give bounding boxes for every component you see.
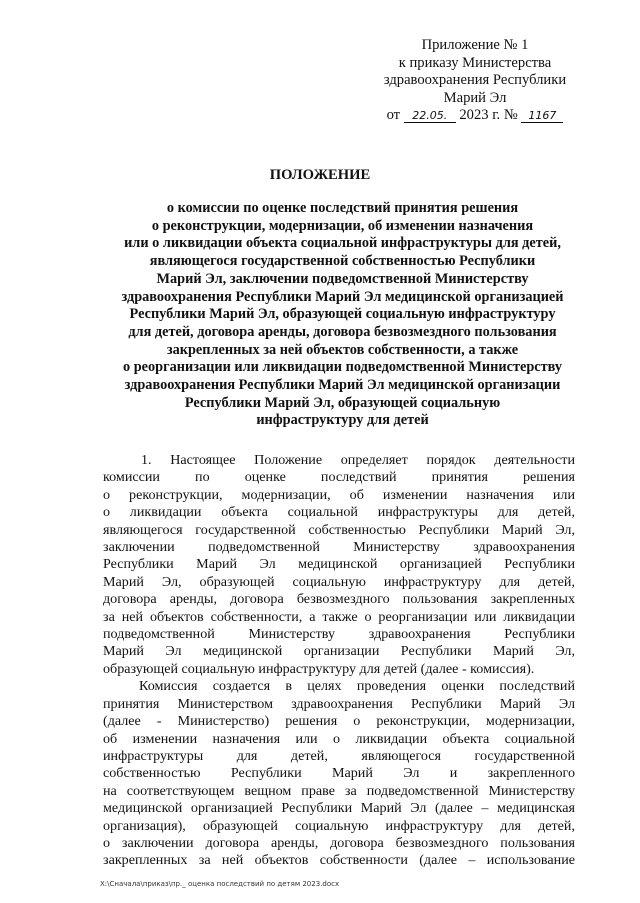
subtitle-line: являющегося государственной собственностью Республики: [149, 253, 536, 270]
paragraph-1-line: о ликвидации объекта социальной инфраструктуры для детей,: [103, 504, 575, 521]
paragraph-1-line: о реконструкции, модернизации, об изменении назначения или: [103, 486, 575, 503]
subtitle-line: о комиссии по оценке последствий принятия решения: [166, 200, 519, 216]
subtitle-line: или о ликвидации объекта социальной инфраструктуры для детей,: [124, 235, 561, 252]
paragraph-2-line: на соответствующем вещном праве за подведомственной Министерству: [103, 782, 575, 799]
subtitle-line: о реорганизации или ликвидации подведомственной Министерству: [122, 359, 563, 376]
paragraph-1-line: за ней объектов собственности, а также о реорганизации или ликвидации: [103, 608, 575, 625]
appendix-line-1: Приложение № 1: [421, 37, 529, 53]
body-text: [103, 452, 575, 870]
paragraph-2-line: о заключении договора аренды, договора безвозмездного пользования: [103, 834, 575, 851]
handwritten-date: 22.05.: [404, 110, 456, 123]
paragraph-2-line: медицинской организацией Республики Марий Эл (далее – медицинская: [103, 800, 575, 817]
paragraph-1-line: Республики Марий Эл медицинской организацией Республики: [103, 556, 575, 573]
paragraph-1-line: договора аренды, договора безвозмездного пользования закрепленных: [103, 591, 575, 608]
paragraph-2-line: инфраструктуры для детей, являющегося государственной: [103, 747, 575, 764]
from-label: от: [386, 107, 401, 123]
order-date-line: [360, 107, 590, 125]
document-title: ПОЛОЖЕНИЕ: [269, 167, 371, 183]
subtitle-line: закрепленных за ней объектов собственности, а также: [166, 341, 519, 358]
paragraph-1-line: образующей социальную инфраструктуру для детей (далее - комиссия).: [103, 660, 535, 677]
subtitle-line: о реконструкции, модернизации, об изменении назначения: [151, 217, 534, 234]
paragraph-2-line: принятия Министерством здравоохранения Республики Марий Эл: [103, 695, 575, 712]
subtitle-line: Республики Марий Эл, образующей социальную инфраструктуру: [129, 306, 556, 323]
paragraph-2-line: организация), образующей социальную инфраструктуру для детей,: [103, 817, 575, 834]
file-path-footer: X:\Сначала\приказ\пр._ оценка последствий по детям 2023.docx: [100, 880, 340, 888]
document-subtitle: [100, 200, 585, 430]
appendix-line-3: здравоохранения Республики: [383, 72, 567, 88]
paragraph-2-line: закрепленных за ней объектов собственности (далее – использование: [103, 852, 575, 869]
paragraph-2-line: собственностью Республики Марий Эл и закрепленного: [103, 765, 575, 782]
handwritten-number: 1167: [521, 110, 563, 123]
subtitle-line: инфраструктуру для детей: [256, 412, 429, 429]
paragraph-2-line: Комиссия создается в целях проведения оценки последствий: [139, 678, 575, 695]
subtitle-line: здравоохранения Республики Марий Эл медицинской организации: [124, 377, 561, 394]
paragraph-1-line: 1. Настоящее Положение определяет порядок деятельности: [141, 452, 575, 468]
paragraph-1-line: заключении подведомственной Министерству здравоохранения: [103, 539, 575, 556]
paragraph-2-line: об изменении назначения или о ликвидации объекта социальной: [103, 730, 575, 747]
paragraph-1-line: являющегося государственной собственностью Республики Марий Эл,: [103, 521, 575, 538]
year-text: 2023 г. №: [459, 107, 518, 123]
paragraph-1-line: Марий Эл медицинской организации Республики Марий Эл,: [103, 643, 575, 660]
subtitle-line: для детей, договора аренды, договора безвозмездного пользования: [128, 323, 557, 340]
appendix-line-4: Марий Эл: [443, 89, 507, 106]
paragraph-1-line: подведомственной Министерству здравоохранения Республики: [103, 626, 575, 643]
paragraph-1-line: комиссии по оценке последствий принятия решения: [103, 469, 575, 486]
subtitle-line: здравоохранения Республики Марий Эл медицинской организацией: [121, 288, 564, 305]
paragraph-1-line: Марий Эл, образующей социальную инфраструктуру для детей,: [103, 573, 575, 590]
subtitle-line: Марий Эл, заключении подведомственной Министерству: [156, 270, 529, 287]
subtitle-line: Республики Марий Эл, образующей социальную: [184, 394, 501, 411]
paragraph-2-line: (далее - Министерство) решения о реконструкции, модернизации,: [103, 713, 575, 730]
appendix-header: [360, 37, 590, 125]
appendix-line-2: к приказу Министерства: [398, 54, 552, 71]
